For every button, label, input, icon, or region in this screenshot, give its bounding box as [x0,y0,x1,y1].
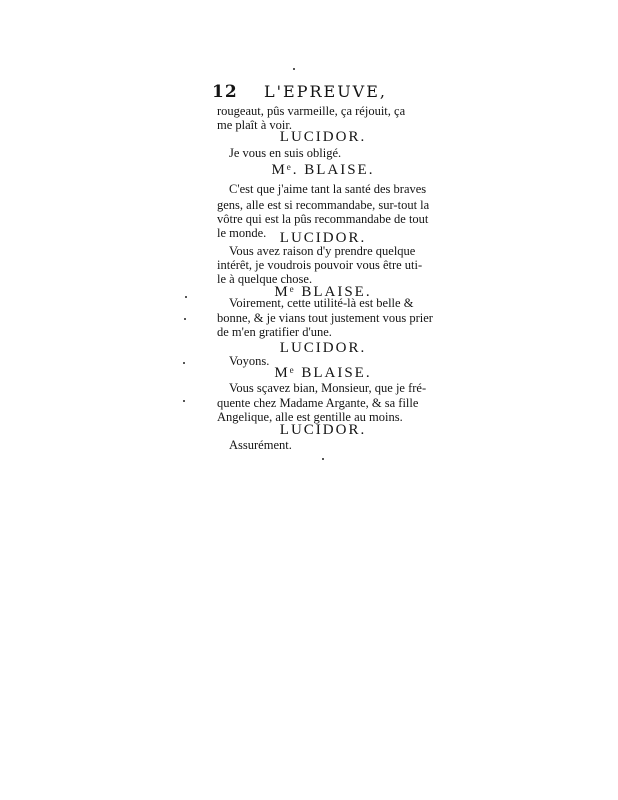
text-line: le à quelque chose. [217,272,313,286]
running-title: L'EPREUVE, [264,82,387,101]
text-line: Vous avez raison d'y prendre quelque [229,244,416,258]
text-line: vôtre qui est la pûs recommandabe de tout [217,212,429,226]
speaker-name: LUCIDOR. [279,340,367,356]
text-line: Voyons. [229,354,270,368]
scan-speck [322,458,324,460]
text-line: Je vous en suis obligé. [229,146,342,160]
speaker-name: Mᵉ BLAISE. [274,365,372,381]
speaker-name: LUCIDOR. [279,422,367,438]
text-line: de m'en gratifier d'une. [217,325,332,339]
scan-speck [185,296,187,298]
scan-speck [183,362,185,364]
scan-speck [184,318,186,320]
text-line: me plaît à voir. [217,118,292,132]
speaker-name: LUCIDOR. [279,129,367,145]
text-line: Assurément. [229,438,292,452]
text-line: le monde. [217,226,267,240]
speaker-name: Mᵉ BLAISE. [274,284,372,300]
scan-speck [293,68,295,70]
text-line: intérêt, je voudrois pouvoir vous être uti- [217,258,423,272]
text-line: bonne, & je vians tout justement vous prier [217,311,433,325]
page-number: 12 [212,82,238,102]
page-header [212,82,424,104]
text-line: quente chez Madame Argante, & sa fille [217,396,419,410]
text-line: Vous sçavez bian, Monsieur, que je fré- [229,381,427,395]
speaker-name: Mᵉ. BLAISE. [271,162,375,178]
text-line: Voirement, cette utilité-là est belle & [229,296,414,310]
text-line: C'est que j'aime tant la santé des braves [229,182,427,196]
scan-speck [183,400,185,402]
speaker-name: LUCIDOR. [279,230,367,246]
text-line: rougeaut, pûs varmeille, ça réjouit, ça [217,104,406,118]
text-line: gens, alle est si recommandabe, sur-tout la [217,198,430,212]
text-line: Angelique, alle est gentille au moins. [217,410,403,424]
